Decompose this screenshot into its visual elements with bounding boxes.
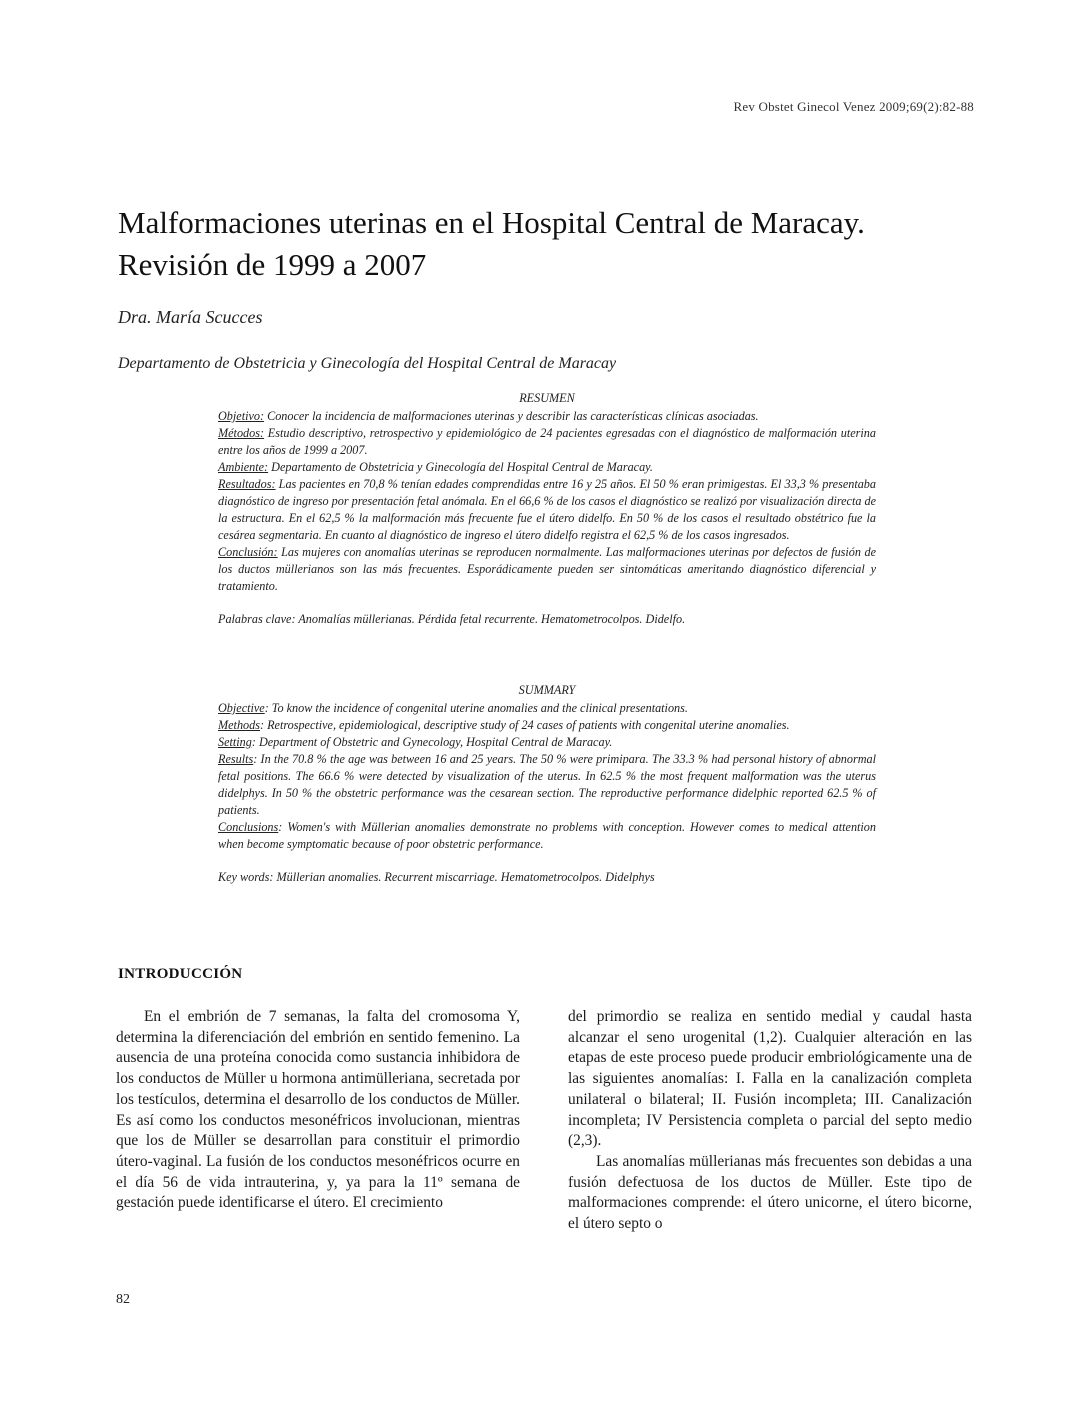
summary-conclusions — [218, 819, 876, 853]
summary-heading: SUMMARY — [518, 683, 576, 697]
resumen-conclusion-text: Las mujeres con anomalías uterinas se reproducen normalmente. Las malformaciones uterinas por defectos de fusión de los ductos müllerianos son las más frecuentes. Esporádicamente pueden ser sintomáticas ameritando diagnóstico diferencial y tratamiento. — [218, 545, 876, 593]
article-title — [118, 202, 998, 286]
resumen-objetivo-text: Conocer la incidencia de malformaciones uterinas y describir las características clínicas asociadas. — [264, 409, 759, 423]
resumen-conclusion-label: Conclusión: — [218, 545, 278, 559]
body-column-right — [568, 1007, 972, 1235]
resumen-conclusion — [218, 544, 876, 595]
section-heading-introduccion: INTRODUCCIÓN — [118, 966, 243, 982]
page-number: 82 — [116, 1292, 130, 1307]
summary-setting — [218, 734, 876, 751]
summary-abstract — [218, 682, 876, 886]
resumen-metodos-label: Métodos: — [218, 426, 265, 440]
summary-conclusions-text: : Women's with Müllerian anomalies demonstrate no problems with conception. However comes to medical attention when become symptomatic because of poor obstetric performance. — [218, 820, 876, 851]
resumen-metodos — [218, 425, 876, 459]
summary-methods-label: Methods — [218, 718, 260, 732]
resumen-ambiente-label: Ambiente: — [218, 460, 269, 474]
title-line-2: Revisión de 1999 a 2007 — [118, 247, 427, 282]
resumen-resultados — [218, 476, 876, 544]
body-paragraph: En el embrión de 7 semanas, la falta del cromosoma Y, determina la diferenciación del embrión en sentido femenino. La ausencia de una proteína conocida como sustancia inhibidora de los conductos de Müller u hormona antimülleriana, secretada por los testículos, determina el desarrollo de los conductos de Müller. Es así como los conductos mesonéfricos involucionan, mientras que los de Müller se desarrollan para constituir el primordio útero-vaginal. La fusión de los conductos mesonéfricos ocurre en el día 56 de vida intrauterina, y, ya para la 11º semana de gestación puede identificarse el útero. El crecimiento — [116, 1008, 520, 1212]
body-paragraph: del primordio se realiza en sentido medial y caudal hasta alcanzar el seno urogenital (1,2). Cualquier alteración en las etapas de este proceso puede producir embriológicamente una de las siguientes anomalías: I. Falla en la canalización completa unilateral o bilateral; II. Fusión incompleta; III. Canalización incompleta; IV Persistencia completa o parcial del septo medio (2,3). — [568, 1008, 972, 1150]
journal-reference: Rev Obstet Ginecol Venez 2009;69(2):82-88 — [733, 99, 974, 114]
resumen-heading: RESUMEN — [519, 391, 575, 405]
summary-conclusions-label: Conclusions — [218, 820, 279, 834]
resumen-metodos-text: Estudio descriptivo, retrospectivo y epidemiológico de 24 pacientes egresadas con el diagnóstico de malformación uterina entre los años de 1999 a 2007. — [218, 426, 876, 457]
resumen-resultados-label: Resultados: — [218, 477, 276, 491]
resumen-keywords: Palabras clave: Anomalías müllerianas. Pérdida fetal recurrente. Hematometrocolpos. Didelfo. — [218, 612, 686, 626]
summary-results-text: : In the 70.8 % the age was between 16 and 25 years. The 50 % were primipara. The 33.3 % had personal history of abnormal fetal positions. The 66.6 % were detected by visualization of the uterus. In 62.5 % the most frequent malformation was the uterus didelphys. In 50 % the obstetric performance was the cesarean section. The reproductive performance didelphic reported 62.5 % of patients. — [218, 752, 876, 817]
author-affiliation: Departamento de Obstetricia y Ginecología del Hospital Central de Maracay — [118, 355, 617, 372]
summary-results-label: Results — [218, 752, 254, 766]
summary-keywords: Key words: Müllerian anomalies. Recurrent miscarriage. Hematometrocolpos. Didelphys — [218, 870, 655, 884]
summary-setting-text: : Department of Obstetric and Gynecology, Hospital Central de Maracay. — [251, 735, 613, 749]
resumen-objetivo — [218, 408, 876, 425]
resumen-resultados-text: Las pacientes en 70,8 % tenían edades comprendidas entre 16 y 25 años. El 50 % eran primigestas. El 33,3 % presentaba diagnóstico de ingreso por presentación fetal anómala. En el 66,6 % de los casos el diagnóstico se realizó por visualización directa de la estructura. En el 62,5 % la malformación más frecuente fue el útero didelfo. En 50 % de los casos el resultado obstétrico fue la cesárea segmentaria. En cuanto al diagnóstico de ingreso el útero didelfo registra el 62,5 % de los casos ingresados. — [218, 477, 876, 542]
body-column-left — [116, 1007, 520, 1214]
summary-methods — [218, 717, 876, 734]
summary-objective-text: : To know the incidence of congenital uterine anomalies and the clinical presentations. — [264, 701, 688, 715]
summary-setting-label: Setting — [218, 735, 252, 749]
resumen-ambiente-text: Departamento de Obstetricia y Ginecología del Hospital Central de Maracay. — [268, 460, 653, 474]
author-name: Dra. María Scucces — [118, 307, 263, 327]
summary-objective-label: Objective — [218, 701, 265, 715]
summary-methods-text: : Retrospective, epidemiological, descriptive study of 24 cases of patients with congenital uterine anomalies. — [259, 718, 790, 732]
title-line-1: Malformaciones uterinas en el Hospital Central de Maracay. — [118, 205, 865, 240]
summary-results — [218, 751, 876, 819]
resumen-abstract — [218, 390, 876, 628]
summary-objective — [218, 700, 876, 717]
body-paragraph: Las anomalías müllerianas más frecuentes son debidas a una fusión defectuosa de los ductos de Müller. Este tipo de malformaciones comprende: el útero unicorne, el útero bicorne, el útero septo o — [568, 1152, 972, 1233]
resumen-ambiente — [218, 459, 876, 476]
resumen-objetivo-label: Objetivo: — [218, 409, 265, 423]
